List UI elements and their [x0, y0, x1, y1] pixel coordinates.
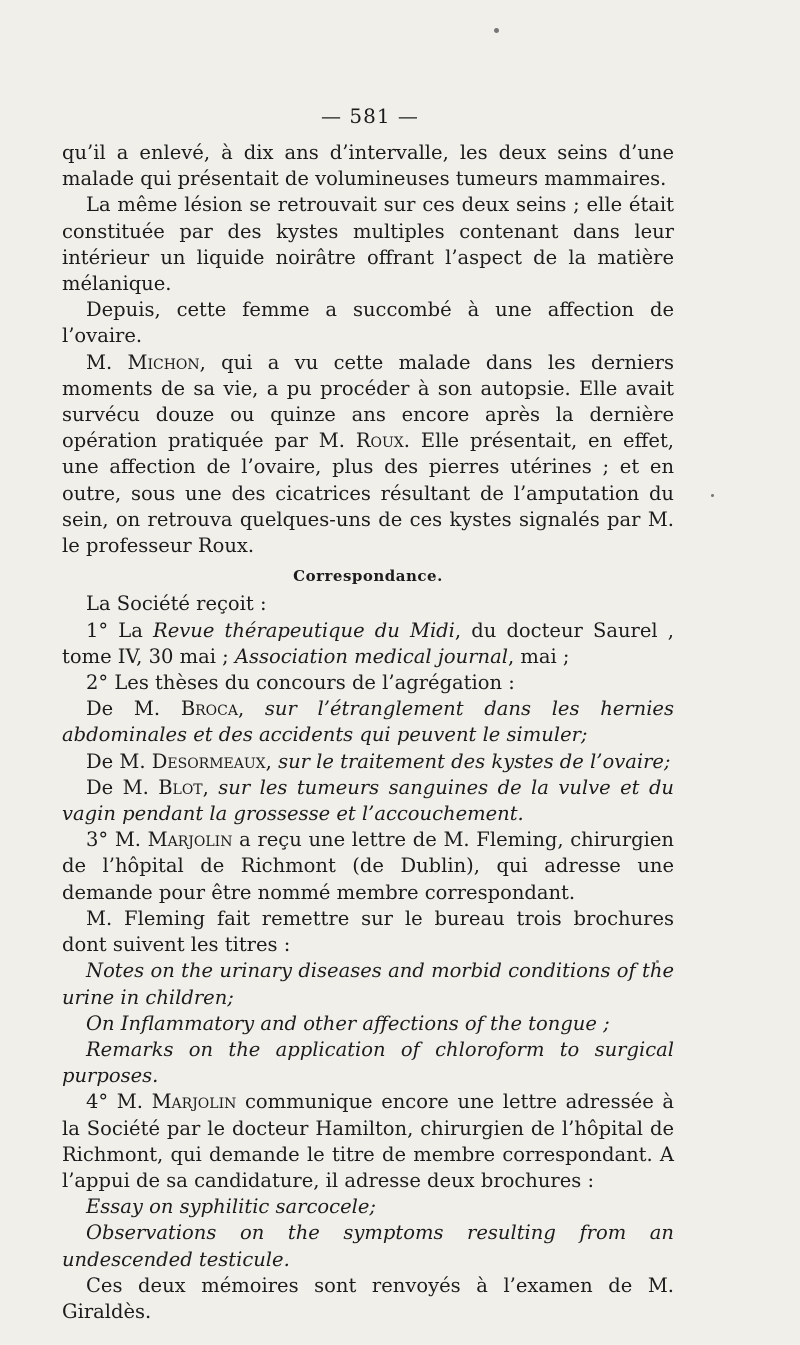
- thesis-title: sur l’étranglement dans les hernies abdominales et des accidents qui peuvent le simuler;: [62, 697, 674, 747]
- brochure-title: Observations on the symptoms resulting from an undescended testicule.: [62, 1221, 674, 1271]
- section-heading: Correspondance.: [293, 567, 443, 586]
- person-name: Michon: [127, 350, 200, 374]
- page-number: — 581 —: [321, 104, 419, 128]
- list-item: 3° M. Marjolin a reçu une lettre de M. Fleming, chirurgien de l’hôpital de Richmont (de Dublin), qui adresse une demande pour être nommé membre correspondant.: [62, 828, 674, 904]
- person-name: Blot: [158, 775, 203, 799]
- list-item: 1° La Revue thérapeutique du Midi, du docteur Saurel , tome IV, 30 mai ; Association medical journal, mai ;: [62, 618, 674, 668]
- ink-speck: [494, 28, 499, 33]
- thesis-entry: De M. Broca, sur l’étranglement dans les hernies abdominales et des accidents qui peuvent le simuler;: [62, 697, 674, 747]
- ink-speck: [711, 494, 714, 497]
- publication-title: Association medical journal: [234, 644, 508, 668]
- person-name: Desormeaux: [151, 749, 266, 773]
- person-name: Broca: [180, 697, 238, 721]
- list-item: 2° Les thèses du concours de l’agrégation :: [86, 671, 515, 695]
- paragraph: Depuis, cette femme a succombé à une affection de l’ovaire.: [62, 298, 674, 348]
- thesis-entry: De M. Blot, sur les tumeurs sanguines de la vulve et du vagin pendant la grossesse et l’accouchement.: [62, 775, 674, 826]
- page-body: [62, 140, 674, 1325]
- brochure-title: Essay on syphilitic sarcocele;: [86, 1195, 376, 1219]
- thesis-entry: De M. Desormeaux, sur le traitement des kystes de l’ovaire;: [86, 749, 671, 773]
- person-name: Marjolin: [147, 828, 233, 852]
- brochure-title: Notes on the urinary diseases and morbid conditions of the urine in children;: [62, 959, 674, 1009]
- thesis-title: sur les tumeurs sanguines de la vulve et du vagin pendant la grossesse et l’accouchement.: [62, 775, 674, 826]
- paragraph: M. Michon, qui a vu cette malade dans les derniers moments de sa vie, a pu procéder à son autopsie. Elle avait survécu douze ou quinze ans encore après la dernière opération pratiquée par M. Roux. Elle présentait, en effet, une affection de l’ovaire, plus des pierres utérines ; et en outre, sous une des cicatrices résultant de l’amputation du sein, on retrouva quelques-uns de ces kystes signalés par M. le professeur Roux.: [62, 350, 674, 558]
- person-name: Marjolin: [151, 1090, 237, 1114]
- thesis-title: sur le traitement des kystes de l’ovaire;: [278, 749, 671, 773]
- list-item: 4° M. Marjolin communique encore une lettre adressée à la Société par le docteur Hamilton, chirurgien de l’hôpital de Richmont, qui demande le titre de membre correspondant. A l’appui de sa candidature, il adresse deux brochures :: [62, 1090, 674, 1192]
- brochure-title: Remarks on the application of chloroform to surgical purposes.: [62, 1037, 674, 1088]
- paragraph: La Société reçoit :: [86, 592, 267, 616]
- paragraph: qu’il a enlevé, à dix ans d’intervalle, les deux seins d’une malade qui présentait de volumineuses tumeurs mammaires.: [62, 141, 674, 191]
- publication-title: Revue thérapeutique du Midi: [153, 618, 455, 642]
- person-name: Roux: [355, 429, 404, 453]
- paragraph: M. Fleming fait remettre sur le bureau trois brochures dont suivent les titres :: [62, 906, 674, 957]
- paragraph: Ces deux mémoires sont renvoyés à l’examen de M. Giraldès.: [62, 1273, 674, 1323]
- paragraph: La même lésion se retrouvait sur ces deux seins ; elle était constituée par des kystes multiples contenant dans leur intérieur un liquide noirâtre offrant l’aspect de la matière mélanique.: [62, 193, 674, 296]
- brochure-title: On Inflammatory and other affections of the tongue ;: [86, 1011, 610, 1035]
